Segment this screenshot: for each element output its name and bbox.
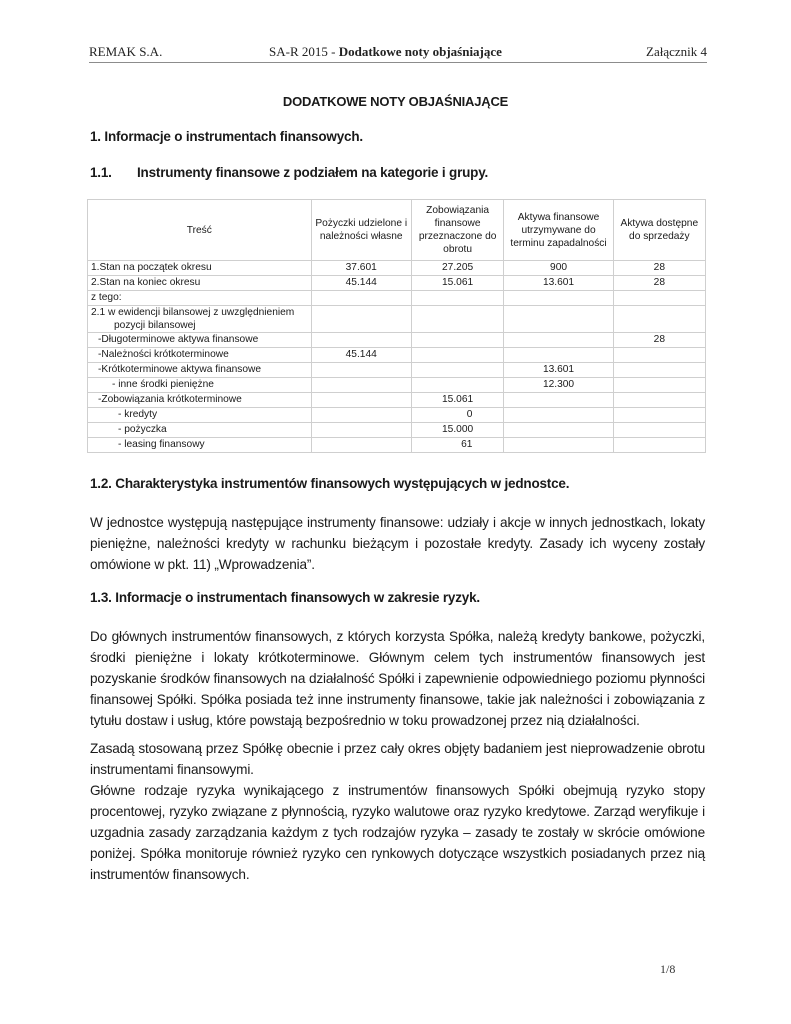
header-report-name: Dodatkowe noty objaśniające (338, 44, 502, 59)
section-1-2-paragraph: W jednostce występują następujące instrumenty finansowe: udziały i akcje w innych jednostkach, lokaty pieniężne, należności kredyty w rachunku bieżącym i pozostałe kredyty. Zasady ich wyceny zostały omówione w pkt. 11) „Wprowadzenia”. (90, 515, 705, 572)
row-label: -Długoterminowe aktywa finansowe (88, 333, 312, 348)
cell-held-to-maturity (504, 438, 613, 453)
cell-liabilities: 61 (411, 438, 504, 453)
cell-loans: 37.601 (311, 261, 411, 276)
cell-available-for-sale (613, 348, 705, 363)
cell-available-for-sale: 28 (613, 333, 705, 348)
cell-liabilities: 27.205 (411, 261, 504, 276)
table-row (88, 276, 706, 291)
cell-available-for-sale (613, 291, 705, 306)
section-1-heading: 1. Informacje o instrumentach finansowych. (90, 129, 363, 144)
table-row (88, 261, 706, 276)
cell-liabilities: 0 (411, 408, 504, 423)
section-1-3-paragraph-3: Główne rodzaje ryzyka wynikającego z instrumentów finansowych Spółki obejmują ryzyko stopy procentowej, ryzyko związane z płynnością, ryzyko walutowe oraz ryzyko kredytowe. Zarząd weryfikuje i uzgadnia zasady zarządzania każdym z tych rodzajów ryzyka – zasady te zostały w skrócie omówione poniżej. Spółka monitoruje również ryzyko cen rynkowych dotyczące wszystkich posiadanych przez nią instrumentów finansowych. (90, 783, 705, 882)
cell-liabilities (411, 291, 504, 306)
table-row (88, 291, 706, 306)
cell-liabilities: 15.061 (411, 276, 504, 291)
column-header-loans-receivables: Pożyczki udzielone i należności własne (311, 200, 411, 261)
table-row (88, 378, 706, 393)
table-row (88, 393, 706, 408)
cell-liabilities (411, 348, 504, 363)
row-label: - leasing finansowy (88, 438, 312, 453)
column-header-held-to-maturity: Aktywa finansowe utrzymywane do terminu zapadalności (504, 200, 613, 261)
column-header-trading-liabilities: Zobowiązania finansowe przeznaczone do obrotu (411, 200, 504, 261)
cell-held-to-maturity (504, 408, 613, 423)
section-1-2-heading: 1.2. Charakterystyka instrumentów finansowych występujących w jednostce. (90, 476, 570, 491)
cell-held-to-maturity: 12.300 (504, 378, 613, 393)
row-label: -Należności krótkoterminowe (88, 348, 312, 363)
row-label: 2.Stan na koniec okresu (88, 276, 312, 291)
section-1-3-paragraph-1: Do głównych instrumentów finansowych, z których korzysta Spółka, należą kredyty bankowe, pożyczki, środki pieniężne i lokaty krótkoterminowe. Głównym celem tych instrumentów finansowych jest pozyskanie środków finansowych na działalność Spółki i zapewnienie odpowiedniego poziomu płynności finansowej Spółki. Spółka posiada też inne instrumenty finansowe, takie jak należności i zobowiązania z tytułu dostaw i usług, które powstają bezpośrednio w toku prowadzonej przez nią działalności. (90, 629, 705, 728)
table-row (88, 363, 706, 378)
row-label (88, 306, 312, 333)
row-label: -Krótkoterminowe aktywa finansowe (88, 363, 312, 378)
cell-loans (311, 333, 411, 348)
cell-held-to-maturity (504, 393, 613, 408)
cell-held-to-maturity (504, 291, 613, 306)
cell-held-to-maturity (504, 423, 613, 438)
cell-loans: 45.144 (311, 348, 411, 363)
cell-available-for-sale: 28 (613, 276, 705, 291)
cell-available-for-sale (613, 438, 705, 453)
cell-liabilities (411, 333, 504, 348)
row-label: - pożyczka (88, 423, 312, 438)
page-number: 1/8 (660, 962, 676, 976)
cell-liabilities (411, 378, 504, 393)
page-title: DODATKOWE NOTY OBJAŚNIAJĄCE (282, 94, 509, 109)
financial-instruments-table (87, 199, 706, 453)
table-row (88, 438, 706, 453)
cell-held-to-maturity (504, 348, 613, 363)
cell-available-for-sale (613, 393, 705, 408)
header-company: REMAK S.A. (89, 44, 163, 59)
cell-liabilities (411, 306, 504, 333)
cell-available-for-sale: 28 (613, 261, 705, 276)
row-label-line1: 2.1 w ewidencji bilansowej z uwzględnieniem (91, 307, 295, 318)
cell-loans (311, 306, 411, 333)
table-row (88, 333, 706, 348)
table-header-row (88, 200, 706, 261)
section-1-1-heading (90, 165, 488, 180)
cell-liabilities: 15.000 (411, 423, 504, 438)
column-header-available-for-sale: Aktywa dostępne do sprzedaży (613, 200, 705, 261)
row-label: 1.Stan na początek okresu (88, 261, 312, 276)
section-1-1-number: 1.1. (90, 165, 112, 180)
row-label: -Zobowiązania krótkoterminowe (88, 393, 312, 408)
section-1-1-title: Instrumenty finansowe z podziałem na kategorie i grupy. (137, 165, 489, 180)
cell-loans (311, 378, 411, 393)
cell-held-to-maturity: 13.601 (504, 276, 613, 291)
row-label: - inne środki pieniężne (88, 378, 312, 393)
cell-available-for-sale (613, 423, 705, 438)
cell-loans (311, 393, 411, 408)
header-document-title (269, 44, 502, 60)
cell-held-to-maturity: 13.601 (504, 363, 613, 378)
column-header-description: Treść (88, 200, 312, 261)
table-row (88, 348, 706, 363)
row-label-line2: pozycji bilansowej (114, 320, 196, 331)
cell-available-for-sale (613, 378, 705, 393)
cell-available-for-sale (613, 408, 705, 423)
header-attachment: Załącznik 4 (646, 44, 707, 59)
cell-loans (311, 438, 411, 453)
table-row (88, 423, 706, 438)
table-row (88, 408, 706, 423)
row-label: z tego: (88, 291, 312, 306)
cell-held-to-maturity: 900 (504, 261, 613, 276)
cell-held-to-maturity (504, 306, 613, 333)
page-header (89, 42, 707, 63)
cell-liabilities: 15.061 (411, 393, 504, 408)
cell-loans (311, 423, 411, 438)
cell-available-for-sale (613, 306, 705, 333)
cell-loans (311, 408, 411, 423)
cell-loans: 45.144 (311, 276, 411, 291)
section-1-3-paragraph-2: Zasadą stosowaną przez Spółkę obecnie i przez cały okres objęty badaniem jest nieprowadzenie obrotu instrumentami finansowymi. (90, 741, 705, 777)
cell-held-to-maturity (504, 333, 613, 348)
cell-available-for-sale (613, 363, 705, 378)
cell-loans (311, 363, 411, 378)
cell-loans (311, 291, 411, 306)
table-row (88, 306, 706, 333)
header-report-code: SA-R 2015 - (269, 44, 339, 59)
section-1-3-heading: 1.3. Informacje o instrumentach finansowych w zakresie ryzyk. (90, 590, 480, 605)
cell-liabilities (411, 363, 504, 378)
row-label: - kredyty (88, 408, 312, 423)
